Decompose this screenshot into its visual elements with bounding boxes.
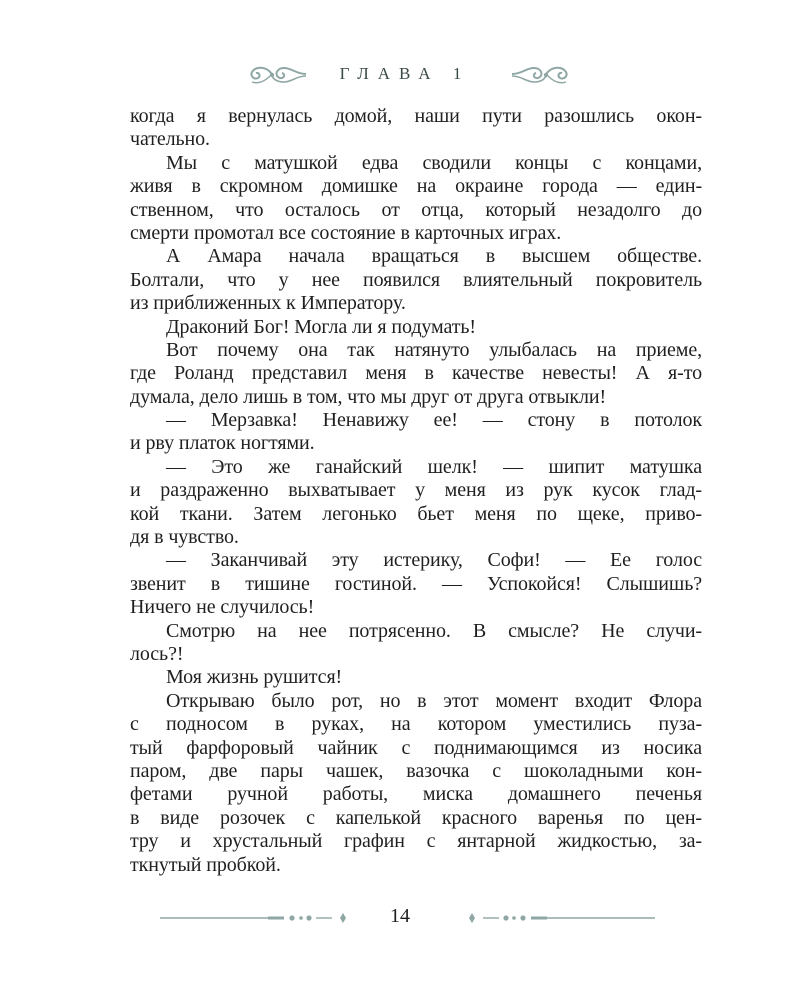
text-line: ткнутый пробкой.: [130, 853, 281, 876]
running-header: [0, 60, 800, 92]
text-line: фетами ручной работы, миска домашнего печенья: [130, 783, 702, 806]
text-line: — Заканчивай эту истерику, Софи! — Ее голос: [166, 549, 702, 572]
text-line: лось?!: [130, 642, 184, 665]
text-line: смерти промотал все состояние в карточных играх.: [130, 221, 562, 244]
text-line: в виде розочек с капелькой красного варенья по цен-: [130, 806, 702, 829]
text-line: дя в чувство.: [130, 526, 239, 549]
text-line: — Мерзавка! Ненавижу ее! — стону в потолок: [166, 409, 702, 432]
text-line: Болтали, что у нее появился влиятельный покровитель: [130, 268, 702, 291]
text-line: Ничего не случилось!: [130, 596, 315, 619]
flourish-ornament-icon: [248, 60, 308, 88]
text-line: Открываю было рот, но в этот момент входит Флора: [166, 689, 702, 712]
page-body-text: [130, 105, 702, 877]
dotted-line-ornament-icon: [160, 911, 350, 925]
text-line: Вот почему она так натянуто улыбалась на приеме,: [166, 338, 702, 361]
text-line: с подносом в руках, на котором уместились пуза-: [130, 713, 702, 736]
text-line: А Амара начала вращаться в высшем обществе.: [166, 245, 702, 268]
text-line: Драконий Бог! Могла ли я подумать!: [166, 315, 476, 338]
text-line: и рву платок ногтями.: [130, 432, 315, 455]
running-footer: [0, 905, 800, 933]
text-line: где Роланд представил меня в качестве невесты! А я-то: [130, 362, 702, 385]
flourish-ornament-icon: [510, 60, 570, 88]
text-line: ственном, что осталось от отца, который незадолго до: [130, 198, 702, 221]
page-number: 14: [390, 905, 410, 927]
text-line: Мы с матушкой едва сводили концы с концами,: [166, 151, 702, 174]
text-line: тру и хрустальный графин с янтарной жидкостью, за-: [130, 830, 702, 853]
text-line: Моя жизнь рушится!: [166, 666, 343, 689]
text-line: звенит в тишине гостиной. — Успокойся! Слышишь?: [130, 572, 702, 595]
text-line: Смотрю на нее потрясенно. В смысле? Не случи-: [166, 619, 702, 642]
text-line: — Это же ганайский шелк! — шипит матушка: [166, 455, 702, 478]
text-line: и раздраженно выхватывает у меня из рук кусок глад-: [130, 479, 702, 502]
text-line: живя в скромном домишке на окраине города — един-: [130, 175, 702, 198]
text-line: кой ткани. Затем легонько бьет меня по щеке, приво-: [130, 502, 702, 525]
chapter-title: ГЛАВА 1: [339, 64, 471, 83]
text-line: тый фарфоровый чайник с поднимающимся из носика: [130, 736, 702, 759]
text-line: паром, две пары чашек, вазочка с шоколадными кон-: [130, 759, 702, 782]
text-line: из приближенных к Императору.: [130, 292, 406, 315]
text-line: чательно.: [130, 128, 210, 151]
dotted-line-ornament-icon: [465, 911, 655, 925]
text-line: когда я вернулась домой, наши пути разошлись окон-: [130, 105, 702, 127]
text-line: думала, дело лишь в том, что мы друг от друга отвыкли!: [130, 385, 607, 408]
